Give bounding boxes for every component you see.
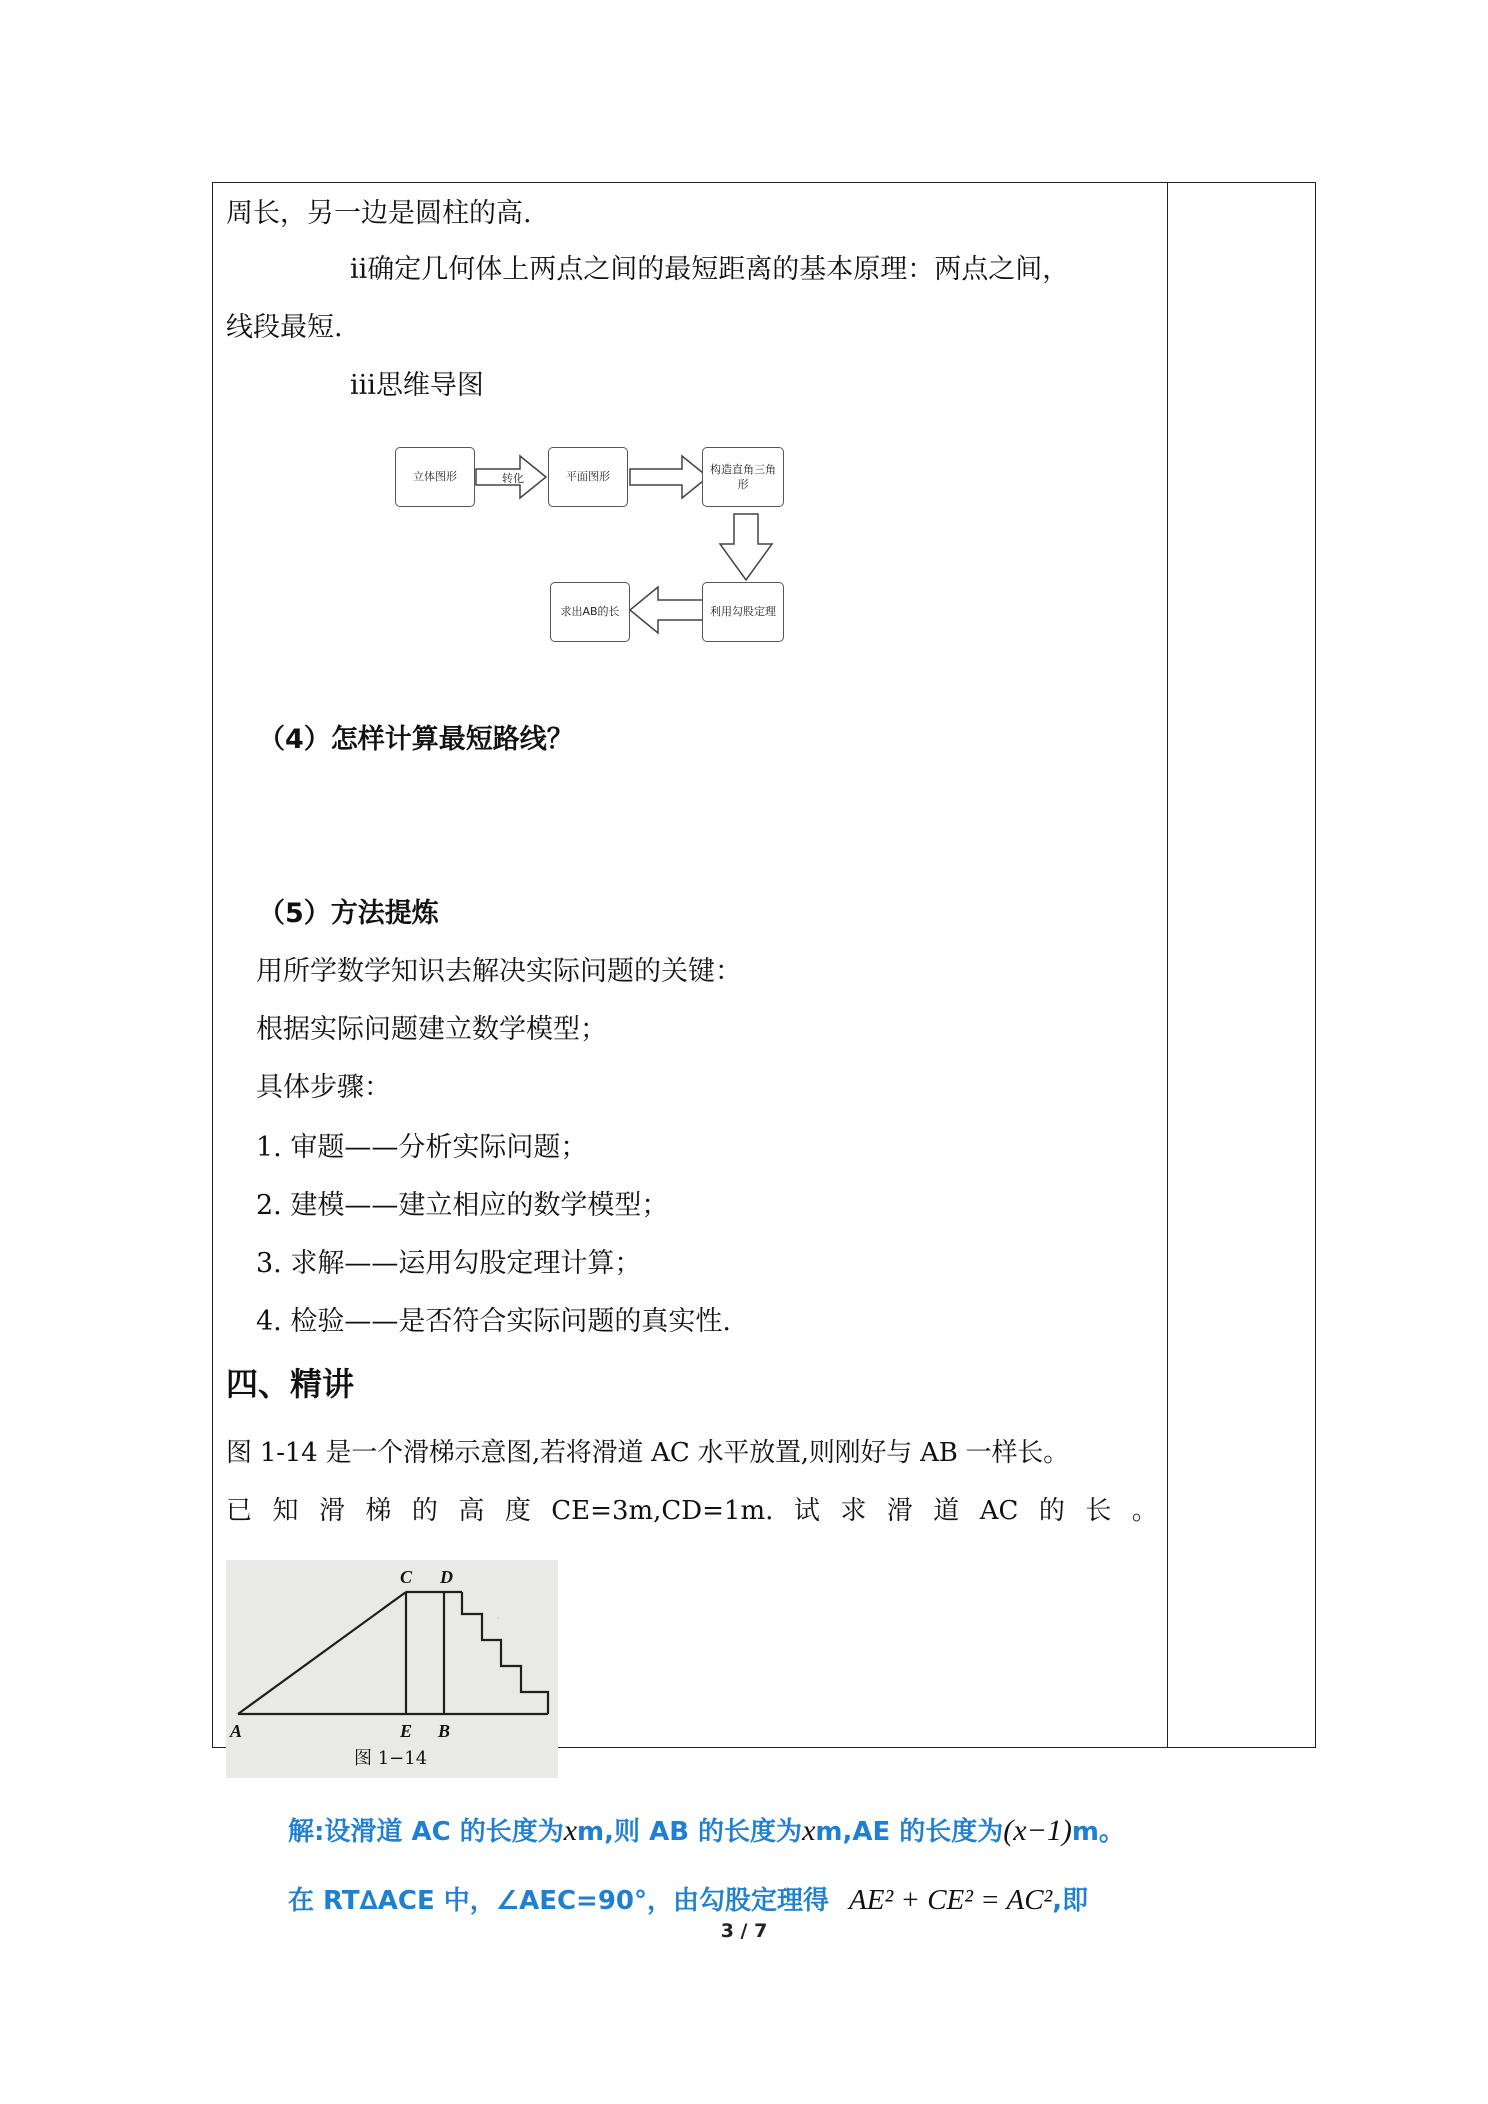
step-item: 1. 审题——分析实际问题； bbox=[256, 1132, 588, 1163]
problem-word: 滑 bbox=[886, 1496, 913, 1526]
arrow-left-icon bbox=[630, 587, 708, 633]
arrow-right-icon bbox=[630, 456, 708, 498]
method-line: 根据实际问题建立数学模型； bbox=[256, 1014, 607, 1045]
side-cell bbox=[1168, 182, 1316, 1748]
problem-word: 已 bbox=[226, 1496, 253, 1526]
step-item: 3. 求解——运用勾股定理计算； bbox=[256, 1248, 642, 1279]
problem-word: 长 bbox=[1085, 1496, 1112, 1526]
vertex-label-e: E bbox=[400, 1721, 413, 1741]
vertex-label-a: A bbox=[230, 1721, 243, 1741]
problem-word: 知 bbox=[272, 1496, 299, 1526]
question-5: （5）方法提炼 bbox=[258, 898, 439, 929]
flow-box-find-ab: 求出AB的长 bbox=[550, 582, 630, 642]
figure-caption: 图 1−14 bbox=[354, 1748, 428, 1769]
svg-text:·: · bbox=[496, 1611, 500, 1625]
slide-figure-photo bbox=[226, 1560, 558, 1778]
problem-word: 求 bbox=[840, 1496, 867, 1526]
method-line: 具体步骤： bbox=[256, 1072, 391, 1103]
problem-word: 道 bbox=[933, 1496, 960, 1526]
flow-box-pythagorean: 利用勾股定理 bbox=[702, 582, 784, 642]
problem-word: 的 bbox=[411, 1496, 438, 1526]
problem-word: 。 bbox=[1131, 1496, 1158, 1526]
slide-diagram bbox=[226, 1560, 558, 1778]
problem-word: 度 bbox=[504, 1496, 531, 1526]
step-item: 2. 建模——建立相应的数学模型； bbox=[256, 1190, 669, 1221]
vertex-label-d: D bbox=[440, 1567, 453, 1587]
text-line: ⅱ确定几何体上两点之间的最短距离的基本原理：两点之间， bbox=[350, 254, 1070, 285]
arrow-down-icon bbox=[720, 514, 772, 580]
flow-box-plane-figure: 平面图形 bbox=[548, 447, 628, 507]
problem-line-justified bbox=[226, 1498, 1158, 1524]
problem-word: 试 bbox=[793, 1496, 820, 1526]
problem-word: 滑 bbox=[318, 1496, 345, 1526]
problem-word: CE=3m,CD=1m. bbox=[551, 1496, 774, 1526]
vertex-label-c: C bbox=[400, 1567, 413, 1587]
flow-box-right-triangle: 构造直角三角形 bbox=[702, 447, 784, 507]
question-4: （4）怎样计算最短路线？ bbox=[258, 724, 574, 755]
flow-box-solid-figure: 立体图形 bbox=[395, 447, 475, 507]
solution-line-2: 在 RT∆ACE 中，∠AEC=90°，由勾股定理得 AE² + CE² = AC²,即 bbox=[288, 1884, 1089, 1916]
text-line: ⅲ思维导图 bbox=[350, 370, 484, 401]
method-line: 用所学数学知识去解决实际问题的关键： bbox=[256, 956, 742, 987]
mind-map-flowchart bbox=[390, 440, 800, 660]
problem-word: 的 bbox=[1038, 1496, 1065, 1526]
section-heading: 四、精讲 bbox=[226, 1365, 355, 1403]
problem-line: 图 1-14 是一个滑梯示意图,若将滑道 AC 水平放置,则刚好与 AB 一样长。 bbox=[226, 1438, 1069, 1468]
problem-word: AC bbox=[979, 1496, 1019, 1526]
problem-word: 高 bbox=[458, 1496, 485, 1526]
flow-arrow-label: 转化 bbox=[502, 472, 524, 485]
vertex-label-b: B bbox=[438, 1721, 451, 1741]
page-number: 3 / 7 bbox=[720, 1920, 768, 1942]
solution-line-1: 解:设滑道 AC 的长度为xm,则 AB 的长度为xm,AE 的长度为(x−1)m。 bbox=[288, 1814, 1125, 1847]
text-line: 线段最短. bbox=[226, 312, 343, 343]
step-item: 4. 检验——是否符合实际问题的真实性. bbox=[256, 1306, 731, 1337]
text-line: 周长，另一边是圆柱的高. bbox=[226, 198, 532, 229]
problem-word: 梯 bbox=[365, 1496, 392, 1526]
